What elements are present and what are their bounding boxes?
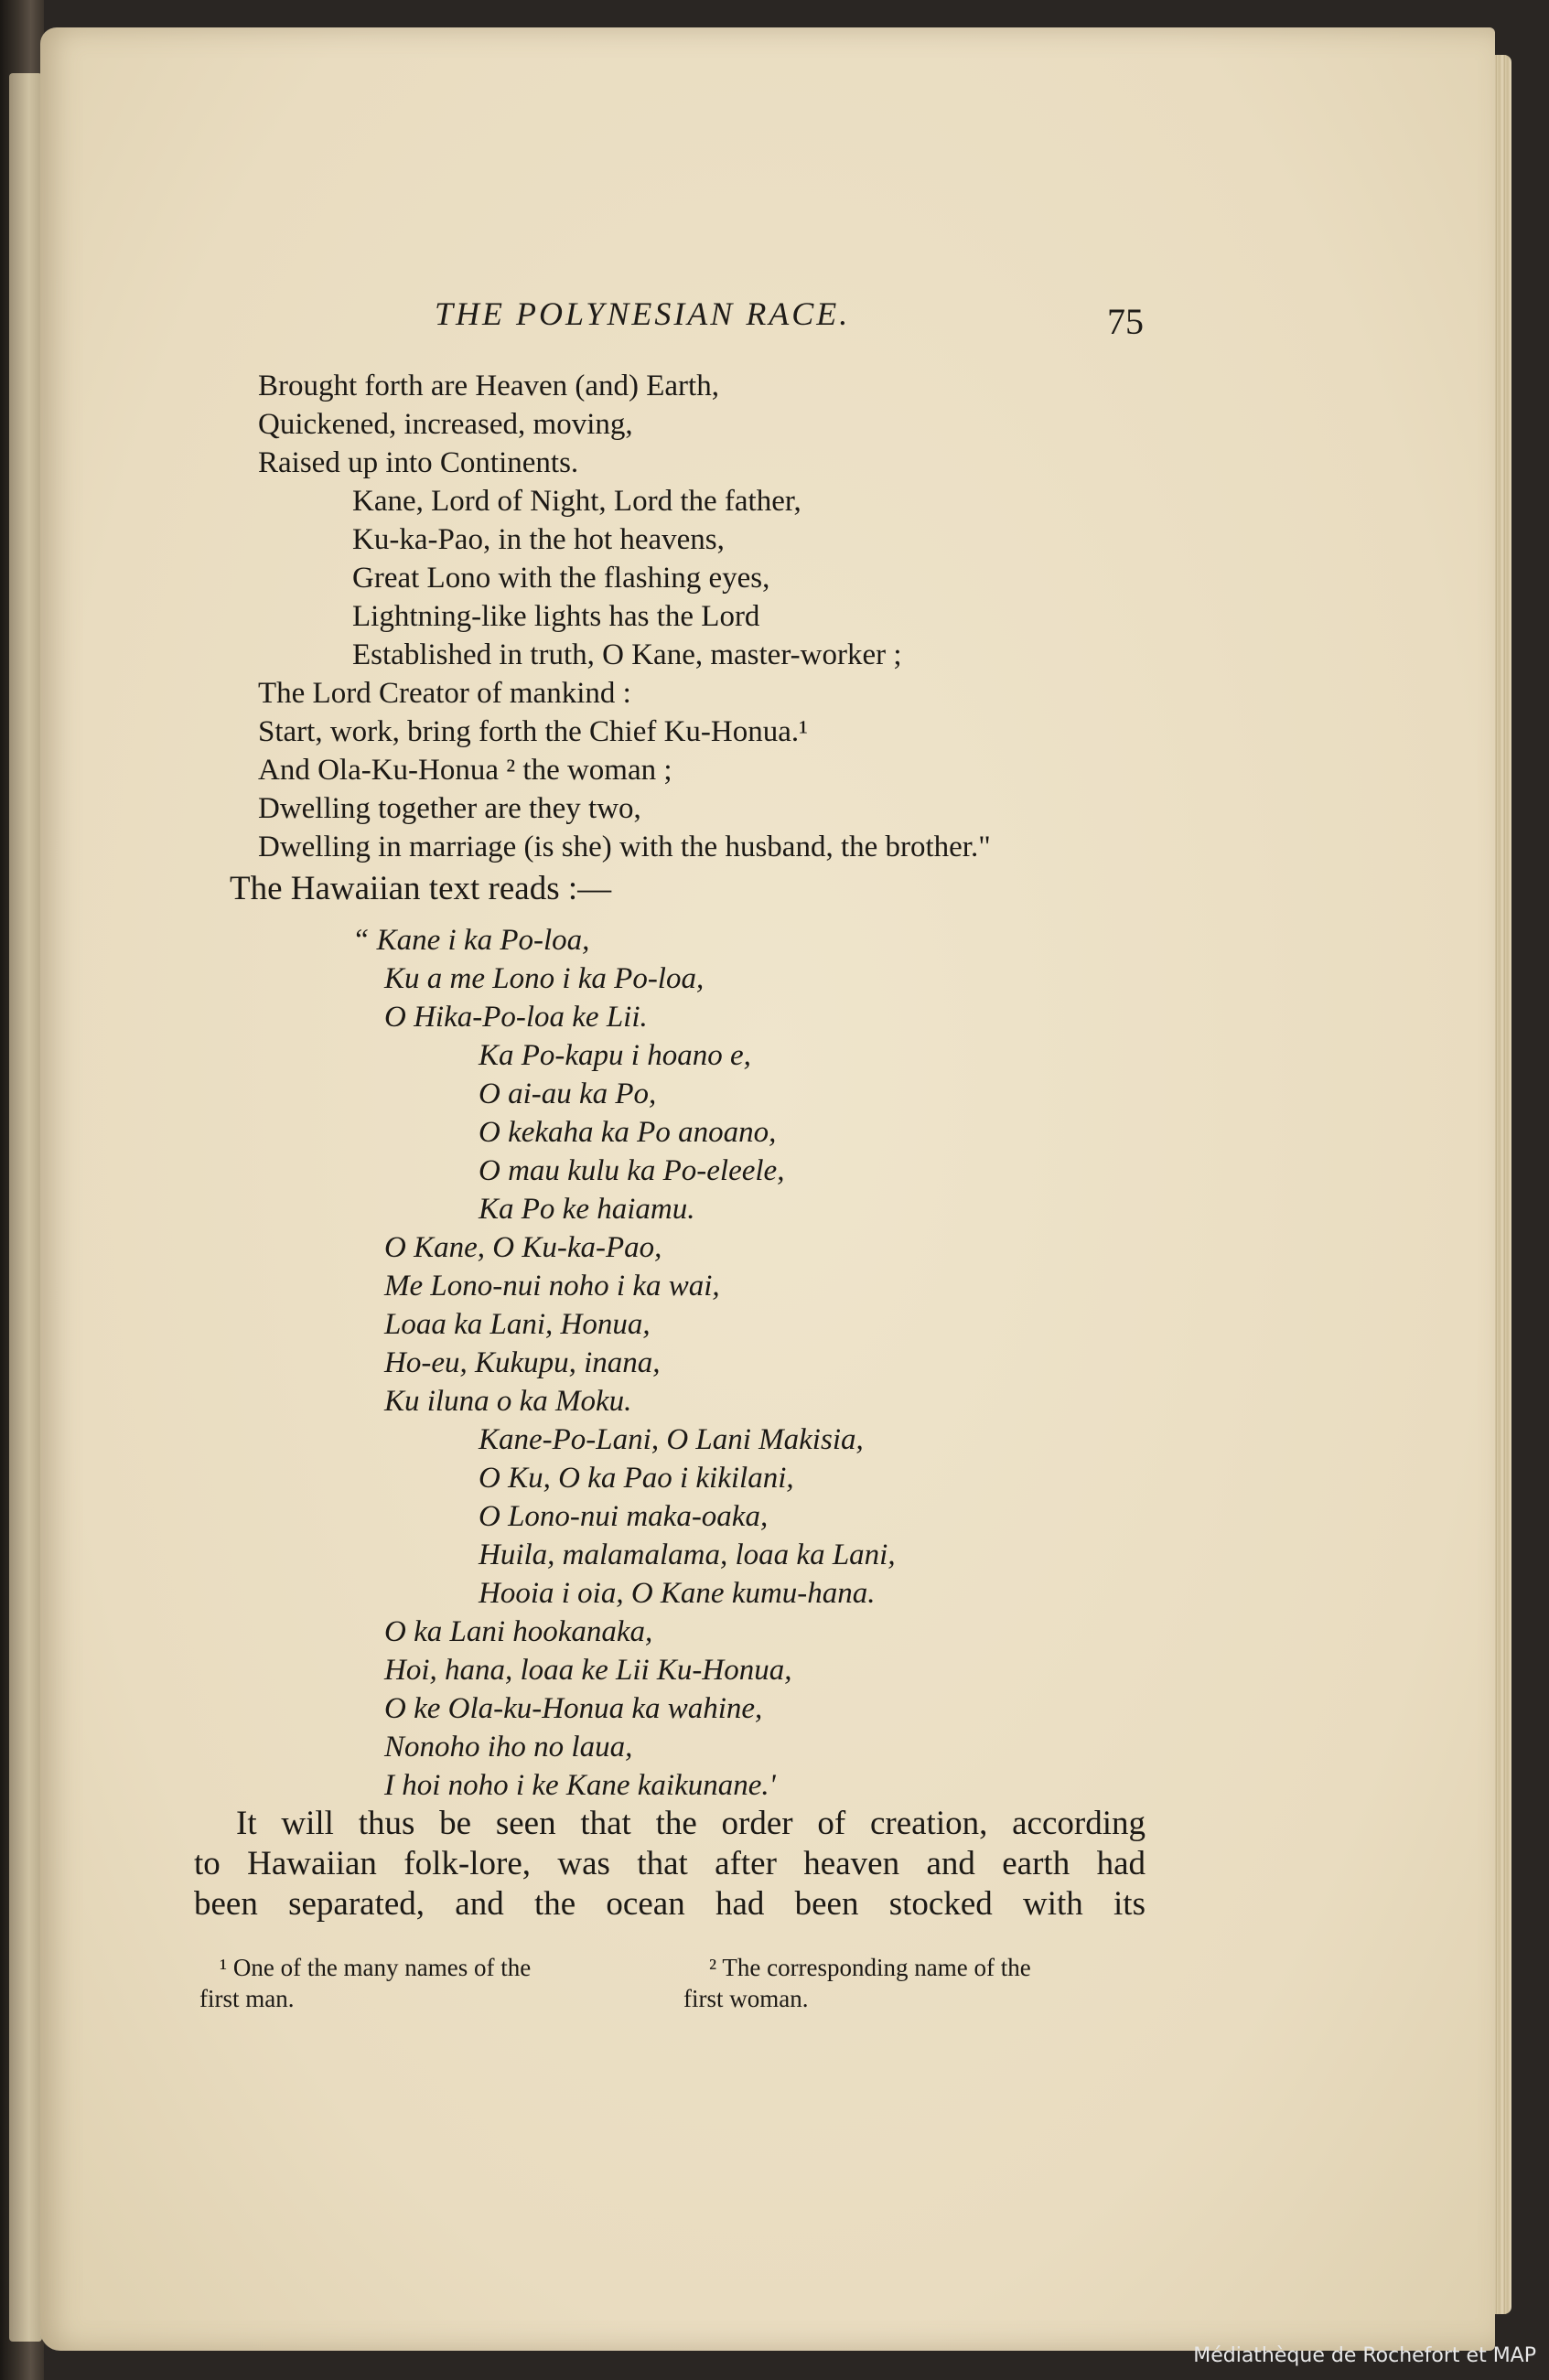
verse-line: Great Lono with the flashing eyes, bbox=[352, 562, 770, 595]
verse-line: Ka Po ke haiamu. bbox=[479, 1193, 695, 1226]
verse-line: Hooia i oia, O Kane kumu-hana. bbox=[479, 1577, 876, 1610]
verse-line: O ke Ola-ku-Honua ka wahine, bbox=[384, 1692, 763, 1725]
footnote-line: ² The corresponding name of the bbox=[709, 1954, 1031, 1981]
footnote-line: first woman. bbox=[683, 1985, 809, 2012]
watermark: Médiathèque de Rochefort et MAP bbox=[1193, 2344, 1536, 2367]
verse-line: Nonoho iho no laua, bbox=[384, 1731, 633, 1764]
verse-line: Start, work, bring forth the Chief Ku-Honua.¹ bbox=[258, 715, 809, 748]
verse-line: Kane, Lord of Night, Lord the father, bbox=[352, 485, 801, 518]
verse-line: Raised up into Continents. bbox=[258, 446, 579, 479]
verse-line: Hoi, hana, loaa ke Lii Ku-Honua, bbox=[384, 1654, 792, 1687]
verse-line: O Hika-Po-loa ke Lii. bbox=[384, 1001, 648, 1034]
verse-line: Me Lono-nui noho i ka wai, bbox=[384, 1270, 720, 1303]
verse-line: I hoi noho i ke Kane kaikunane.' bbox=[384, 1769, 776, 1802]
verse-line: Dwelling in marriage (is she) with the husband, the brother." bbox=[258, 831, 991, 863]
verse-line: Huila, malamalama, loaa ka Lani, bbox=[479, 1538, 896, 1571]
verse-line: Ka Po-kapu i hoano e, bbox=[479, 1039, 751, 1072]
verse-line: O Ku, O ka Pao i kikilani, bbox=[479, 1462, 794, 1495]
verse-line: Ku-ka-Pao, in the hot heavens, bbox=[352, 523, 725, 556]
verse-line: The Lord Creator of mankind : bbox=[258, 677, 631, 710]
verse-line: Ho-eu, Kukupu, inana, bbox=[384, 1346, 661, 1379]
verse-line: Quickened, increased, moving, bbox=[258, 408, 633, 441]
paragraph-line: to Hawaiian folk-lore, was that after heaven and earth had bbox=[194, 1845, 1146, 1882]
running-head: THE POLYNESIAN RACE. bbox=[435, 295, 851, 332]
page-number: 75 bbox=[1107, 301, 1144, 342]
verse-line: Dwelling together are they two, bbox=[258, 792, 641, 825]
verse-line: O ka Lani hookanaka, bbox=[384, 1615, 653, 1648]
footnote-line: first man. bbox=[199, 1985, 295, 2012]
verse-line: O kekaha ka Po anoano, bbox=[479, 1116, 777, 1149]
paragraph-line: been separated, and the ocean had been stocked with its bbox=[194, 1885, 1146, 1923]
paragraph-line: It will thus be seen that the order of creation, according bbox=[236, 1805, 1146, 1842]
body-paragraph bbox=[194, 1804, 1146, 1924]
verse-line: O mau kulu ka Po-eleele, bbox=[479, 1154, 785, 1187]
footnote-1 bbox=[199, 1952, 677, 2014]
verse-line: Established in truth, O Kane, master-worker ; bbox=[352, 638, 902, 671]
verse-line: O ai-au ka Po, bbox=[479, 1077, 657, 1110]
verse-line: Ku iluna o ka Moku. bbox=[384, 1385, 632, 1418]
page-header bbox=[0, 295, 1549, 349]
verse-line: Lightning-like lights has the Lord bbox=[352, 600, 760, 633]
verse-line: O Kane, O Ku-ka-Pao, bbox=[384, 1231, 662, 1264]
verse-line: Brought forth are Heaven (and) Earth, bbox=[258, 370, 719, 402]
verse-line: Ku a me Lono i ka Po-loa, bbox=[384, 962, 705, 995]
verse-line: And Ola-Ku-Honua ² the woman ; bbox=[258, 754, 672, 787]
verse-line: Loaa ka Lani, Honua, bbox=[384, 1308, 651, 1341]
verse-line: “ Kane i ka Po-loa, bbox=[352, 924, 590, 957]
verse-line: O Lono-nui maka-oaka, bbox=[479, 1500, 769, 1533]
intro-line: The Hawaiian text reads :— bbox=[230, 870, 612, 907]
footnote-2 bbox=[683, 1952, 1167, 2014]
verse-line: Kane-Po-Lani, O Lani Makisia, bbox=[479, 1423, 864, 1456]
footnote-line: ¹ One of the many names of the bbox=[220, 1954, 532, 1981]
